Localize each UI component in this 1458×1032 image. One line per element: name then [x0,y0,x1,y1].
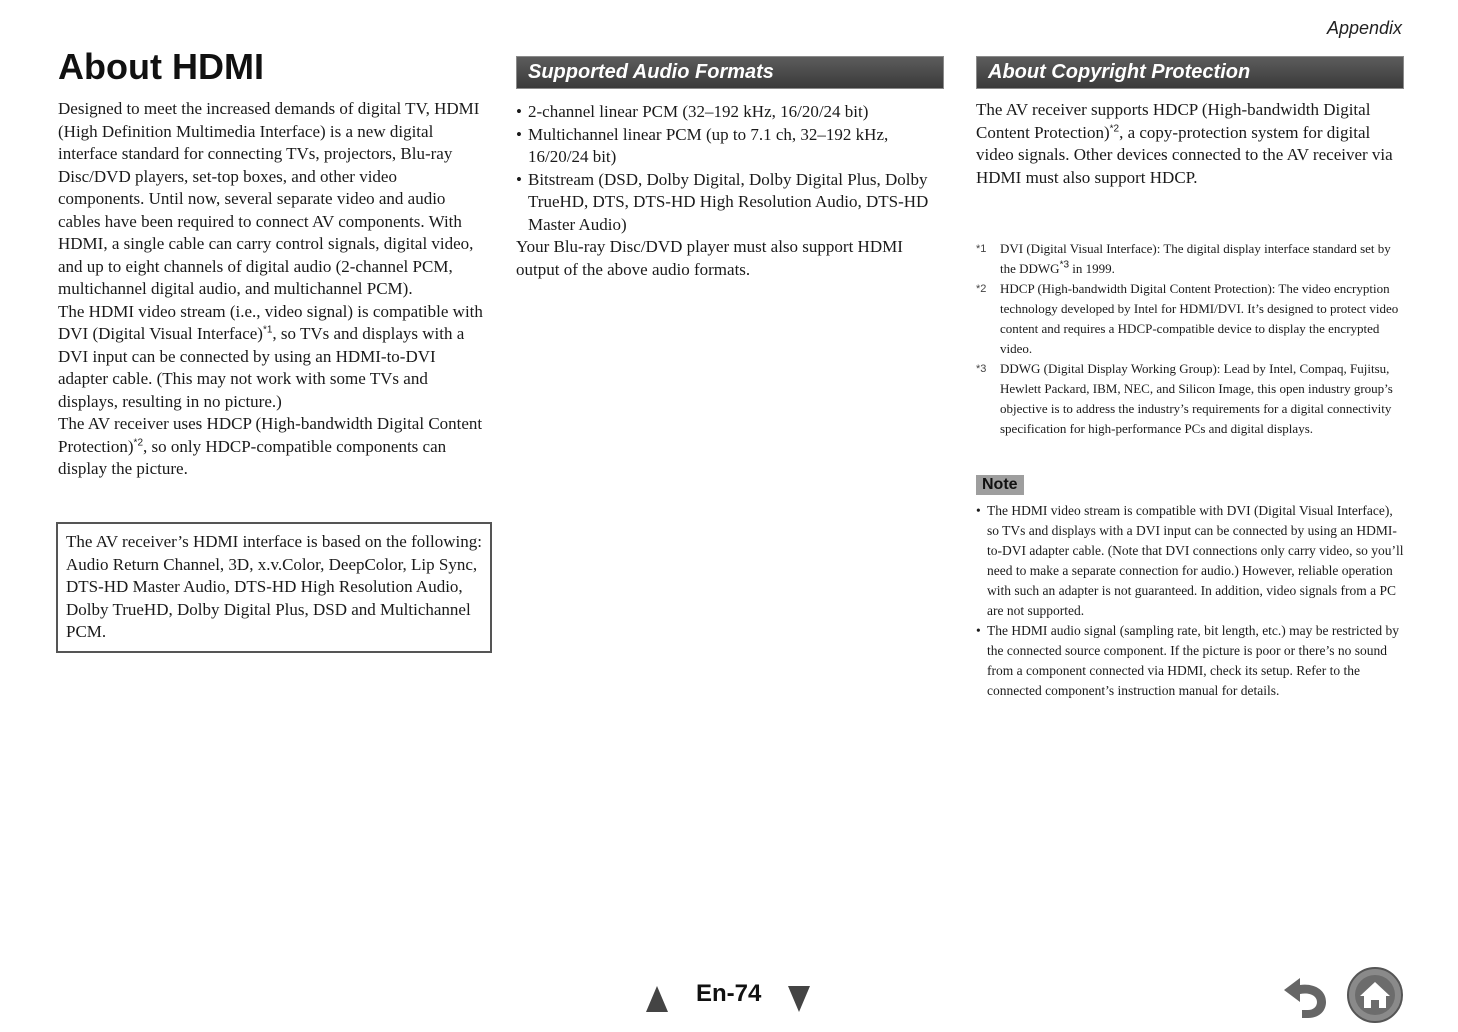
footnote-mark: *2 [976,283,987,295]
copyright-text-a: The AV receiver supports HDCP (High-bandwidth Digital Content Protection) [976,100,1371,142]
footnote-ref-3: *3 [1059,259,1070,271]
footnote-ref-1: *1 [262,324,273,336]
footnote-text-b: in 1999. [1069,261,1115,276]
intro-p3-text-b: , so only HDCP-compatible components can display the picture. [58,436,447,478]
intro-column [58,98,486,481]
audio-format-item: • Bitstream (DSD, Dolby Digital, Dolby Digital Plus, Dolby TrueHD, DTS, DTS-HD High Resolution Audio, DTS-HD Master Audio) [516,169,944,237]
audio-formats-heading: Supported Audio Formats [516,56,944,89]
footnote-mark: *1 [976,243,987,255]
copyright-text-b: , a copy-protection system for digital video signals. Other devices connected to the AV receiver via HDMI must also support HDCP. [976,122,1393,187]
page-number: En-74 [696,980,762,1007]
triangle-up-icon[interactable] [646,986,668,1017]
intro-p3-text-a: The AV receiver uses HDCP (High-bandwidth Digital Content Protection) [58,414,483,456]
intro-p2-text-a: The HDMI video stream (i.e., video signal) is compatible with DVI (Digital Visual Interface) [58,301,483,343]
note-label: Note [976,475,1024,495]
copyright-heading: About Copyright Protection [976,56,1404,89]
footnote-text: HDCP (High-bandwidth Digital Content Protection): The video encryption technology developed by Intel for HDMI/DVI. It’s designed to protect video content and requires a HDCP-compatible device to display the encrypted video. [1000,281,1399,356]
triangle-down-icon[interactable] [788,986,810,1017]
audio-formats-list [516,101,944,236]
copyright-column [976,56,1404,701]
section-label: Appendix [1326,18,1402,38]
footnote-text [1000,239,1404,279]
footnotes [976,239,1404,439]
footnote-text-a: DVI (Digital Visual Interface): The digital display interface standard set by the DDWG [1000,241,1391,276]
home-icon[interactable] [1346,966,1404,1029]
intro-paragraph-1: Designed to meet the increased demands of digital TV, HDMI (High Definition Multimedia Interface) is a new digital interface standard for connecting TVs, projectors, Blu-ray Disc/DVD players, set-top boxes, and other video components. Until now, several separate video and audio cables have been required to connect AV components. With HDMI, a single cable can carry control signals, digital video, and up to eight channels of digital audio (2-channel PCM, multichannel digital audio, and multichannel PCM). [58,99,480,298]
features-list: Audio Return Channel, 3D, x.v.Color, DeepColor, Lip Sync, DTS-HD Master Audio, DTS-HD High Resolution Audio, Dolby TrueHD, Dolby Digital Plus, DSD and Multichannel PCM. [66,554,478,641]
features-intro: The AV receiver’s HDMI interface is based on the following: [66,532,482,551]
intro-paragraph-2 [58,301,486,414]
footnote-text: DDWG (Digital Display Working Group): Lead by Intel, Compaq, Fujitsu, Hewlett Packard, IBM, NEC, and Silicon Image, this open industry group’s objective is to address the industry’s requirements for a digital connectivity specification for high-performance PCs and digital displays. [1000,361,1393,436]
footnote-3 [976,359,1404,439]
note-item: • The HDMI video stream is compatible with DVI (Digital Visual Interface), so TVs and displays with a DVI input can be connected by using an HDMI-to-DVI adapter cable. (Note that DVI connections only carry video, so you’ll need to make a separate connection for audio.) However, reliable operation with such an adapter is not guaranteed. In addition, video signals from a PC are not supported. [976,501,1404,621]
page-title: About HDMI [58,46,264,87]
note-list [976,501,1404,701]
footnote-1 [976,239,1404,279]
note-item: • The HDMI audio signal (sampling rate, bit length, etc.) may be restricted by the connected source component. If the picture is poor or there’s no sound from a component connected via HDMI, check its setup. Refer to the connected component’s instruction manual for details. [976,621,1404,701]
audio-formats-column [516,56,944,281]
copyright-paragraph [976,99,1404,189]
intro-p2-text-b: , so TVs and displays with a DVI input can be connected by using an HDMI-to-DVI adapter cable. (This may not work with some TVs and displays, resulting in no picture.) [58,324,465,411]
intro-paragraph-3 [58,413,486,481]
footnote-2 [976,279,1404,359]
audio-formats-closing: Your Blu-ray Disc/DVD player must also support HDMI output of the above audio formats. [516,237,903,279]
hdmi-features-box [56,522,492,653]
back-arrow-icon[interactable] [1278,976,1334,1025]
audio-format-item: • Multichannel linear PCM (up to 7.1 ch, 32–192 kHz, 16/20/24 bit) [516,124,944,169]
footnote-ref-2: *2 [1109,122,1120,134]
footnote-mark: *3 [976,363,987,375]
footnote-ref-2: *2 [133,436,143,448]
audio-format-item: • 2-channel linear PCM (32–192 kHz, 16/20/24 bit) [516,101,944,124]
